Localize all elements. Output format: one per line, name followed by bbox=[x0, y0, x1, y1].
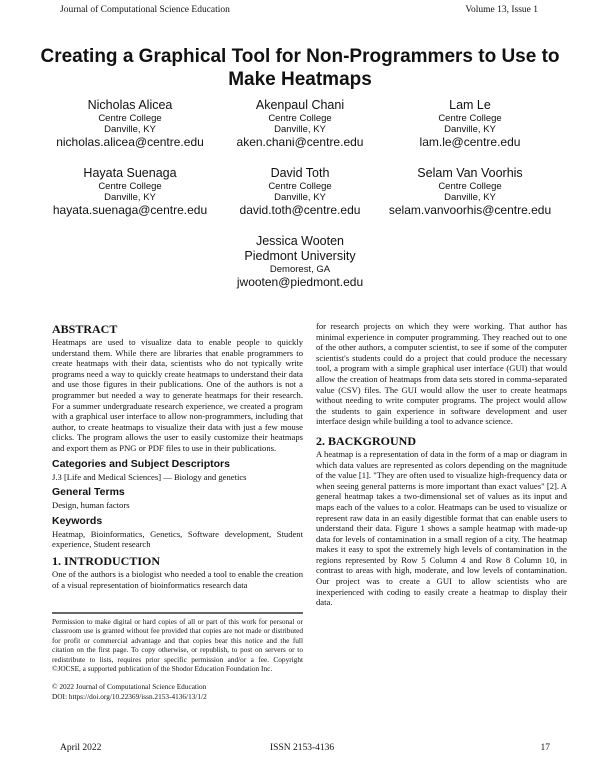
permission-notice bbox=[52, 612, 303, 701]
journal-name: Journal of Computational Science Education bbox=[60, 5, 230, 15]
permission-text: Permission to make digital or hard copies of all or part of this work for personal or classroom use is granted without fee provided that copies are not made or distributed for profit or commercial advantage and that copies bear this notice and the full citation on the first page. To copy otherwise, or republish, to post on servers or to redistribute to lists, requires prior specific permission and/or a fee. Copyright ©JOCSE, a supported publication of the Shodor Education Foundation Inc. bbox=[52, 617, 303, 674]
introduction-continued: for research projects on which they were working. That author has minimal experience in computer programming. They reached out to one of the other authors, a computer scientist, to see if some of the computer scientist's students could do a project that could produce the necessary tool, a program with a simple graphical user interface (GUI) that would allow the creation of heatmaps from data sets stored in comma-separated value (CSV) files. The GUI would allow the user to create heatmaps without needing to write computer programs. The project would allow the students to gain experience in software development and user interface design while building a tool to advance science. bbox=[316, 321, 567, 427]
abstract-text: Heatmaps are used to visualize data to enable people to quickly understand them. While there are libraries that enable programmers to create heatmaps with their data, scientists who do not typically write programs need a way to quickly create heatmaps to understand their data and use those figures in their publications. One of the authors is not a programmer but needed a way to generate heatmaps for their research. For a summer undergraduate research experience, we created a program with a graphical user interface to allow non-programmers, including that author, to create heatmaps to visualize their data with just a few mouse clicks. The program allows the user to easily customize their heatmaps and export them as PNG or PDF files to use in their publications. bbox=[52, 337, 303, 453]
introduction-text: One of the authors is a biologist who needed a tool to enable the creation of a visual representation of bioinformatics research data bbox=[52, 568, 303, 590]
author-block bbox=[205, 234, 395, 290]
author-name: David Toth bbox=[270, 166, 330, 180]
author-name: Lam Le bbox=[449, 98, 491, 112]
author-block bbox=[35, 166, 225, 218]
author-email[interactable]: jwooten@piedmont.edu bbox=[236, 275, 364, 289]
author-name: Selam Van Voorhis bbox=[417, 166, 523, 180]
author-name: Jessica Wooten bbox=[255, 234, 344, 248]
introduction-heading: 1. INTRODUCTION bbox=[52, 553, 161, 568]
author-block bbox=[375, 166, 565, 218]
author-affiliation: Centre College bbox=[438, 113, 502, 124]
author-location: Danville, KY bbox=[274, 124, 326, 135]
author-block bbox=[35, 98, 225, 150]
abstract-heading: ABSTRACT bbox=[52, 322, 118, 336]
left-column bbox=[52, 318, 303, 590]
volume-issue: Volume 13, Issue 1 bbox=[465, 5, 538, 15]
footer-date: April 2022 bbox=[60, 743, 102, 753]
author-location: Demorest, GA bbox=[269, 264, 331, 275]
footer-issn: ISSN 2153-4136 bbox=[270, 743, 335, 753]
author-name: Hayata Suenaga bbox=[83, 166, 177, 180]
right-column bbox=[316, 321, 567, 608]
general-terms-heading: General Terms bbox=[52, 486, 125, 499]
author-block bbox=[205, 166, 395, 218]
author-affiliation: Centre College bbox=[268, 181, 332, 192]
author-location: Danville, KY bbox=[444, 124, 496, 135]
background-heading: 2. BACKGROUND bbox=[316, 433, 417, 448]
author-email[interactable]: aken.chani@centre.edu bbox=[236, 135, 364, 149]
author-block bbox=[205, 98, 395, 150]
author-affiliation: Centre College bbox=[268, 113, 332, 124]
paper-title: Creating a Graphical Tool for Non-Programmers to Use to Make Heatmaps bbox=[40, 46, 560, 90]
author-location: Danville, KY bbox=[104, 192, 156, 203]
author-affiliation: Piedmont University bbox=[244, 249, 356, 263]
author-name: Akenpaul Chani bbox=[255, 98, 345, 112]
author-email[interactable]: david.toth@centre.edu bbox=[239, 203, 361, 217]
author-email[interactable]: nicholas.alicea@centre.edu bbox=[56, 135, 204, 149]
keywords-heading: Keywords bbox=[52, 514, 103, 527]
author-affiliation: Centre College bbox=[98, 113, 162, 124]
author-email[interactable]: lam.le@centre.edu bbox=[419, 135, 521, 149]
author-name: Nicholas Alicea bbox=[87, 98, 173, 112]
general-terms-text: Design, human factors bbox=[52, 500, 130, 511]
background-text: A heatmap is a representation of data in the form of a map or diagram in which data values are represented as colors depending on the magnitude of the value [1]. "They are often used to visualize high-frequency data or when seeing general patterns is more important than exact values" [2]. A general heatmap takes a two-dimensional set of values as its input and maps each of the values to a color. Heatmaps can be used to visualize or represent raw data in an easily digestible format that can enable users to understand their data. Figure 1 shows a sample heatmap with made-up data for levels of contamination in a small region of a city. The heatmap makes it easy to spot the extremely high levels of contamination in the regions represented by Row 5 Column 4 and Row 8 Column 10, in contrast to areas with high, moderate, and low levels of contamination. Our project was to create a GUI to allow scientists who are inexperienced with coding to easily create a heatmap to display their data. bbox=[316, 448, 567, 608]
author-location: Danville, KY bbox=[444, 192, 496, 203]
author-affiliation: Centre College bbox=[98, 181, 162, 192]
author-block bbox=[375, 98, 565, 150]
author-location: Danville, KY bbox=[104, 124, 156, 135]
categories-text: J.3 [Life and Medical Sciences] — Biology and genetics bbox=[52, 471, 247, 482]
copyright-text: © 2022 Journal of Computational Science Education bbox=[52, 682, 207, 692]
doi-text[interactable]: DOI: https://doi.org/10.22369/issn.2153-4136/13/1/2 bbox=[52, 691, 207, 701]
categories-heading: Categories and Subject Descriptors bbox=[52, 457, 230, 470]
author-email[interactable]: selam.vanvoorhis@centre.edu bbox=[388, 203, 552, 217]
page-number: 17 bbox=[540, 743, 550, 753]
author-location: Danville, KY bbox=[274, 192, 326, 203]
author-affiliation: Centre College bbox=[438, 181, 502, 192]
keywords-text: Heatmap, Bioinformatics, Genetics, Software development, Student experience, Student research bbox=[52, 528, 303, 550]
author-email[interactable]: hayata.suenaga@centre.edu bbox=[52, 203, 208, 217]
